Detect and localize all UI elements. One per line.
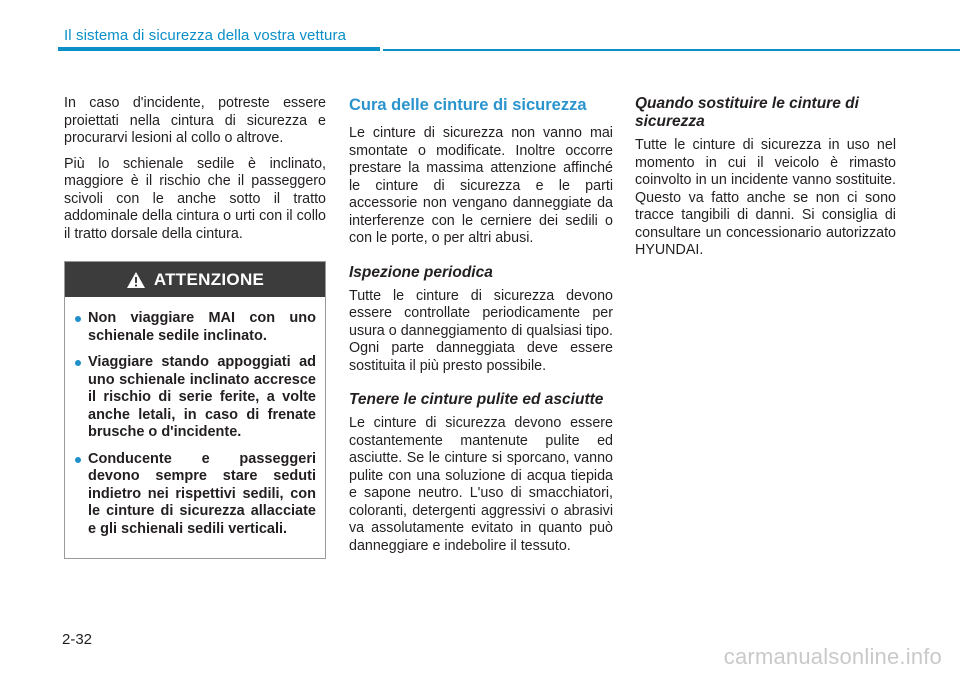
paragraph: Tutte le cinture di sicurezza devono essere controllate periodicamente per usura o danneggiamento di qualsiasi tipo. Ogni parte danneggiata deve essere sostituita il più presto possibile. [349,287,613,374]
header-rule-thick [58,47,380,51]
warning-list [65,297,325,538]
warning-item: Conducente e passeggeri devono sempre stare seduti indietro nei rispettivi sedili, con le cinture di sicurezza allacciate e gli schienali sedili verticali. [75,451,316,539]
section-heading: Cura delle cinture di sicurezza [349,96,587,114]
section-title: Il sistema di sicurezza della vostra vettura [64,27,347,44]
paragraph: In caso d'incidente, potreste essere proiettati nella cintura di sicurezza e procurarvi lesioni al collo o altrove. [64,95,326,146]
paragraph: Tutte le cinture di sicurezza in uso nel momento in cui il veicolo è rimasto coinvolto in un incidente vanno sostituite. Questo va fatto anche se non ci sono tracce tangibili di danni. Si consiglia di consultare un concessionario autorizzato HYUNDAI. [635,137,896,258]
warning-triangle-icon [126,271,146,289]
column-left [64,95,326,251]
paragraph: Le cinture di sicurezza devono essere costantemente mantenute pulite ed asciutte. Se le cinture si sporcano, vanno pulite con una soluzione di acqua tiepida e sapone neutro. L'uso di smacchiatori, coloranti, detergenti aggressivi o abrasivi va assolutamente evitato in quanto può danneggiare e indebolire il tessuto. [349,415,613,554]
page-number: 2-32 [62,631,93,648]
warning-title: ATTENZIONE [153,269,265,289]
header-rule-thin [383,49,960,51]
column-right [635,95,896,268]
column-middle [349,95,613,563]
paragraph: Più lo schienale sedile è inclinato, maggiore è il rischio che il passeggero scivoli con le anche sotto il tratto addominale della cintura o urti con il collo il tratto dorsale della cintura. [64,155,326,242]
subheading: Tenere le cinture pulite ed asciutte [349,391,604,408]
subheading: Ispezione periodica [349,263,493,281]
warning-item: Non viaggiare MAI con uno schienale sedile inclinato. [75,310,316,345]
warning-box [64,261,326,559]
warning-item: Viaggiare stando appoggiati ad uno schienale inclinato accresce il rischio di serie ferite, a volte anche letali, in caso di frenate brusche o d'incidente. [75,354,316,442]
paragraph: Le cinture di sicurezza non vanno mai smontate o modificate. Inoltre occorre prestare la massima attenzione affinché le cinture di sicurezza e le parti accessorie non vengano danneggiate da interferenze con le cerniere dei sedili o con le porte, o per altri abusi. [349,125,613,246]
warning-header [65,262,325,297]
subheading: Quando sostituire le cinture di sicurezza [635,95,859,130]
watermark: carmanualsonline.info [723,644,942,669]
